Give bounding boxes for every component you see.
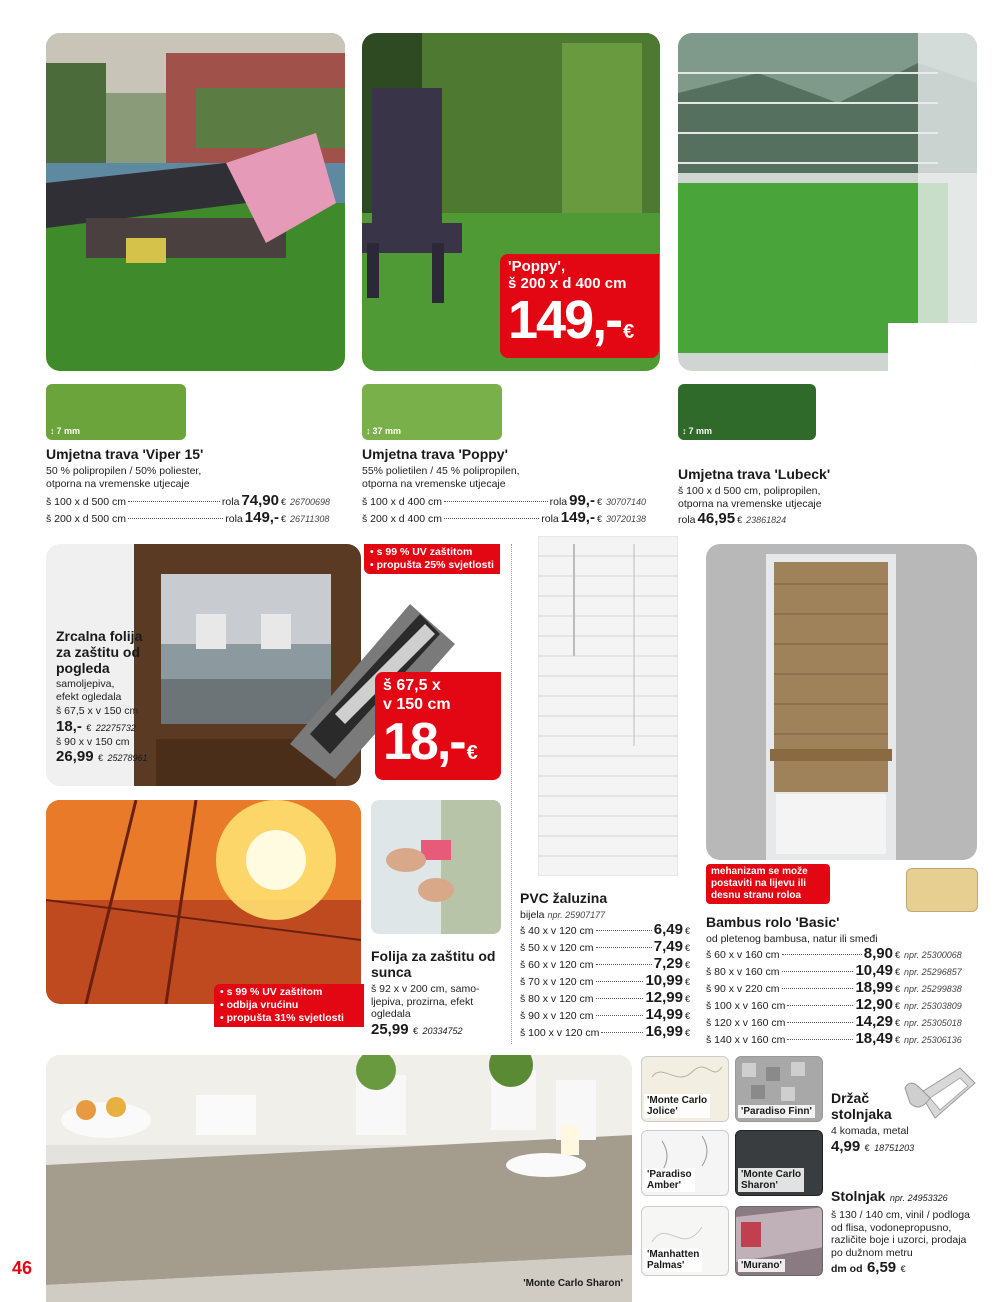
swatch-4-label-2: Sharon' bbox=[741, 1180, 778, 1191]
height-arrow-icon: ↕ bbox=[366, 426, 371, 436]
bamboo-block bbox=[706, 914, 978, 1048]
bamboo-natural-swatch bbox=[906, 868, 978, 912]
mirror-film-art-2: 25278961 bbox=[107, 753, 148, 763]
sun-film-bullet-2-text: odbija vrućinu bbox=[226, 999, 299, 1011]
price-value: 14,29 bbox=[855, 1012, 893, 1030]
swatch-label bbox=[644, 1248, 702, 1272]
price-currency: € bbox=[894, 1017, 900, 1028]
price-value: 10,99 bbox=[645, 971, 683, 989]
mirror-film-price-1: 18,- bbox=[56, 717, 82, 735]
mirror-film-bullets bbox=[364, 544, 500, 574]
price-currency: € bbox=[894, 949, 900, 960]
tablecloth-block bbox=[831, 1188, 991, 1277]
swatch-5-label-1: 'Manhatten bbox=[647, 1249, 700, 1260]
price-value: 10,49 bbox=[855, 961, 893, 979]
article-number: npr. 25305018 bbox=[904, 1017, 962, 1028]
swatch-label bbox=[644, 1094, 710, 1118]
dotted-leader bbox=[782, 971, 854, 972]
mirror-film-bullet-2: • propušta 25% svjetlosti bbox=[370, 559, 494, 571]
poppy-row2-cur: € bbox=[596, 514, 602, 524]
price-value: 16,99 bbox=[645, 1022, 683, 1040]
cloth-desc-4: po dužnom metru bbox=[831, 1246, 913, 1259]
lubeck-art: 23861824 bbox=[746, 515, 787, 525]
holder-price: 4,99 bbox=[831, 1137, 861, 1155]
tablecloth-photo-caption: 'Monte Carlo Sharon' bbox=[523, 1278, 623, 1289]
dotted-leader bbox=[787, 1039, 853, 1040]
price-currency: € bbox=[684, 942, 690, 953]
viper-desc-1: 50 % polipropilen / 50% poliester, bbox=[46, 465, 202, 477]
sun-film-bullet-3-text: propušta 31% svjetlosti bbox=[226, 1012, 344, 1024]
mirror-film-bullet-1: • s 99 % UV zaštitom bbox=[370, 546, 473, 558]
viper-row1-unit: rola bbox=[221, 496, 240, 508]
cloth-desc-2: od flisa, vodonepropusno, bbox=[831, 1221, 952, 1234]
price-value: 18,99 bbox=[855, 978, 893, 996]
sun-film-desc-2: ljepiva, prozirna, efekt bbox=[371, 995, 474, 1008]
mirror-film-bullet-2-text: propušta 25% svjetlosti bbox=[376, 559, 494, 571]
sun-film-apply-photo bbox=[371, 800, 501, 934]
swatch-monte-carlo-jolice[interactable] bbox=[641, 1056, 729, 1122]
price-value: 14,99 bbox=[645, 1005, 683, 1023]
sun-film-title-2: sunca bbox=[371, 964, 412, 980]
swatch-3-label-1: 'Paradiso bbox=[647, 1169, 692, 1180]
poppy-row1-size: š 100 x d 400 cm bbox=[362, 496, 442, 508]
poppy-row1-cur: € bbox=[596, 497, 602, 507]
pvc-blind-subtitle bbox=[520, 909, 690, 922]
price-row bbox=[520, 939, 690, 956]
dotted-leader bbox=[596, 1015, 644, 1016]
price-currency: € bbox=[684, 993, 690, 1004]
lubeck-unit: rola bbox=[678, 514, 696, 526]
mirror-film-title-2: za zaštitu od bbox=[56, 644, 141, 660]
dotted-leader bbox=[782, 954, 862, 955]
poppy-sample-mm: 37 mm bbox=[372, 426, 402, 436]
mirror-film-price-badge bbox=[375, 672, 501, 780]
article-number: npr. 25306136 bbox=[904, 1034, 962, 1045]
bamboo-badge-line2: postaviti na lijevu ili bbox=[711, 878, 807, 889]
dotted-leader bbox=[596, 964, 652, 965]
sun-film-cur: € bbox=[413, 1025, 419, 1036]
mirror-film-bullet-1-text: s 99 % UV zaštitom bbox=[376, 546, 473, 558]
price-currency: € bbox=[894, 966, 900, 977]
lubeck-desc-1: š 100 x d 500 cm, polipropilen, bbox=[678, 485, 821, 497]
dotted-leader bbox=[782, 988, 854, 989]
swatch-4-label-1: 'Monte Carlo bbox=[741, 1169, 802, 1180]
sun-film-art: 20334752 bbox=[422, 1025, 463, 1036]
size-text: š 40 x v 120 cm bbox=[520, 924, 594, 937]
price-row bbox=[706, 963, 978, 980]
bamboo-badge-line1: mehanizam se može bbox=[711, 866, 808, 877]
pvc-blind-photo bbox=[538, 536, 678, 876]
article-number: npr. 25299838 bbox=[904, 983, 962, 994]
swatch-2-label-1: 'Paradiso Finn' bbox=[741, 1106, 812, 1117]
viper-row1-cur: € bbox=[280, 497, 286, 507]
price-currency: € bbox=[894, 983, 900, 994]
bamboo-roller-photo bbox=[706, 544, 977, 860]
sun-film-photo bbox=[46, 800, 361, 1004]
size-text: š 140 x v 160 cm bbox=[706, 1033, 786, 1046]
price-value: 6,49 bbox=[653, 920, 683, 938]
mirror-film-size-2: š 90 x v 150 cm bbox=[56, 735, 130, 748]
holder-cur: € bbox=[864, 1142, 870, 1153]
price-row bbox=[706, 946, 978, 963]
viper-sample-mm: 7 mm bbox=[56, 426, 81, 436]
price-value: 8,90 bbox=[863, 944, 893, 962]
viper-title: Umjetna trava 'Viper 15' bbox=[46, 446, 204, 462]
swatch-murano[interactable] bbox=[735, 1206, 823, 1276]
poppy-badge-price: 149,- bbox=[508, 290, 622, 350]
mirror-badge-currency: € bbox=[466, 742, 478, 764]
cloth-price: 6,59 bbox=[866, 1259, 897, 1276]
article-number: npr. 25300068 bbox=[904, 949, 962, 960]
price-currency: € bbox=[894, 1034, 900, 1045]
swatch-1-label-2: Jolice' bbox=[647, 1106, 678, 1117]
size-text: š 90 x v 220 cm bbox=[706, 982, 780, 995]
size-text: š 120 x v 160 cm bbox=[706, 1016, 786, 1029]
viper-price-row-1 bbox=[46, 493, 346, 510]
sun-film-bullet-1-text: s 99 % UV zaštitom bbox=[226, 986, 323, 998]
price-row bbox=[706, 1031, 978, 1048]
height-arrow-icon: ↕ bbox=[50, 426, 55, 436]
size-text: š 80 x v 160 cm bbox=[706, 965, 780, 978]
poppy-price-row-1 bbox=[362, 493, 662, 510]
mirror-film-desc-2: efekt ogledala bbox=[56, 690, 122, 703]
poppy-price-row-2 bbox=[362, 510, 662, 527]
dotted-leader bbox=[596, 947, 652, 948]
swatch-manhatten-palmas[interactable] bbox=[641, 1206, 729, 1276]
price-currency: € bbox=[684, 959, 690, 970]
poppy-row2-size: š 200 x d 400 cm bbox=[362, 513, 442, 525]
mirror-film-art-1: 22275732 bbox=[95, 722, 136, 733]
holder-title-2: stolnjaka bbox=[831, 1106, 892, 1122]
dotted-leader bbox=[596, 930, 652, 931]
price-value: 7,49 bbox=[653, 937, 683, 955]
sun-film-desc-1: š 92 x v 200 cm, samo- bbox=[371, 983, 480, 995]
swatch-label bbox=[738, 1105, 815, 1118]
cloth-art: npr. 24953326 bbox=[889, 1193, 948, 1203]
swatch-6-label-1: 'Murano' bbox=[741, 1260, 782, 1271]
viper-row1-size: š 100 x d 500 cm bbox=[46, 496, 126, 508]
price-currency: € bbox=[684, 976, 690, 987]
poppy-desc-1: 55% polietilen / 45 % polipropilen, bbox=[362, 465, 520, 477]
pvc-blind-art: npr. 25907177 bbox=[547, 910, 606, 920]
viper-row1-price: 74,90 bbox=[241, 492, 279, 509]
lubeck-sample-mm: 7 mm bbox=[688, 426, 713, 436]
holder-desc: 4 komada, metal bbox=[831, 1125, 909, 1137]
mirror-film-title-3: pogleda bbox=[56, 660, 110, 676]
viper-desc-2: otporna na vremenske utjecaje bbox=[46, 477, 190, 490]
swatch-monte-carlo-sharon[interactable] bbox=[735, 1130, 823, 1196]
swatch-1-label-1: 'Monte Carlo bbox=[647, 1095, 708, 1106]
holder-art: 18751203 bbox=[874, 1142, 915, 1153]
price-row bbox=[520, 922, 690, 939]
poppy-row1-price: 99,- bbox=[569, 492, 595, 509]
bamboo-desc: od pletenog bambusa, natur ili smeđi bbox=[706, 933, 878, 945]
poppy-row1-art: 30707140 bbox=[606, 497, 647, 507]
lubeck-grass-sample bbox=[678, 384, 816, 440]
lubeck-desc-2: otporna na vremenske utjecaje bbox=[678, 497, 822, 510]
mirror-badge-line2: v 150 cm bbox=[383, 696, 451, 713]
tablecloth-holder-block bbox=[831, 1090, 981, 1156]
viper-row1-art: 26700698 bbox=[290, 497, 331, 507]
bamboo-mechanism-badge bbox=[706, 864, 830, 904]
bamboo-badge-line3: desnu stranu roloa bbox=[711, 890, 802, 901]
cloth-title: Stolnjak bbox=[831, 1188, 886, 1204]
mirror-film-cur-2: € bbox=[98, 753, 104, 763]
tablecloth-photo bbox=[46, 1055, 632, 1302]
size-text: š 70 x v 120 cm bbox=[520, 975, 594, 988]
sun-film-desc-3: ogledala bbox=[371, 1008, 411, 1020]
price-row bbox=[520, 1007, 690, 1024]
viper-row2-price: 149,- bbox=[244, 509, 279, 526]
swatch-5-label-2: Palmas' bbox=[647, 1260, 685, 1271]
mirror-film-size-1: š 67,5 x v 150 cm bbox=[56, 705, 139, 717]
poppy-badge-line1: 'Poppy', bbox=[508, 258, 566, 275]
viper-row2-art: 26711308 bbox=[290, 514, 330, 524]
poppy-price-badge bbox=[500, 254, 659, 358]
cloth-prefix: dm od bbox=[831, 1263, 863, 1275]
mirror-badge-price: 18,- bbox=[383, 713, 465, 771]
mirror-film-desc-1: samoljepiva, bbox=[56, 678, 115, 690]
price-row bbox=[706, 1014, 978, 1031]
lubeck-price: 46,95 bbox=[697, 510, 736, 527]
pvc-blind-block bbox=[520, 890, 690, 1041]
swatch-label bbox=[738, 1259, 785, 1272]
lubeck-price-row bbox=[678, 511, 978, 528]
viper-row2-cur: € bbox=[280, 514, 286, 524]
price-row bbox=[520, 956, 690, 973]
poppy-row1-unit: rola bbox=[549, 496, 568, 508]
viper-price-row-2 bbox=[46, 510, 346, 527]
article-number: npr. 25303809 bbox=[904, 1000, 962, 1011]
dotted-leader bbox=[601, 1032, 643, 1033]
price-currency: € bbox=[684, 925, 690, 936]
price-value: 7,29 bbox=[653, 954, 683, 972]
price-row bbox=[706, 980, 978, 997]
cloth-cur: € bbox=[900, 1264, 906, 1274]
viper-grass-photo bbox=[46, 33, 345, 371]
poppy-product-block bbox=[362, 446, 662, 527]
lubeck-cur: € bbox=[737, 515, 743, 525]
swatch-paradiso-finn[interactable] bbox=[735, 1056, 823, 1122]
price-row bbox=[520, 990, 690, 1007]
poppy-title: Umjetna trava 'Poppy' bbox=[362, 446, 508, 462]
poppy-grass-sample bbox=[362, 384, 502, 440]
lubeck-title: Umjetna trava 'Lubeck' bbox=[678, 466, 831, 482]
cloth-desc-3: različite boje i uzorci, prodaja bbox=[831, 1234, 967, 1246]
dotted-leader bbox=[787, 1005, 853, 1006]
pvc-blind-color: bijela bbox=[520, 909, 545, 921]
sun-film-bullets bbox=[214, 984, 364, 1027]
pvc-blind-price-list bbox=[520, 922, 690, 1041]
mirror-film-text bbox=[56, 628, 176, 766]
pvc-blind-title: PVC žaluzina bbox=[520, 890, 608, 906]
viper-product-block bbox=[46, 446, 346, 527]
mirror-film-title-1: Zrcalna folija bbox=[56, 628, 143, 644]
price-currency: € bbox=[894, 1000, 900, 1011]
dotted-leader bbox=[787, 1022, 853, 1023]
price-value: 12,90 bbox=[855, 995, 893, 1013]
size-text: š 60 x v 120 cm bbox=[520, 958, 594, 971]
swatch-paradiso-amber[interactable] bbox=[641, 1130, 729, 1196]
poppy-row2-art: 30720138 bbox=[606, 514, 647, 524]
poppy-desc-2: otporna na vremenske utjecaje bbox=[362, 477, 506, 490]
article-number: npr. 25296857 bbox=[904, 966, 962, 977]
sun-film-title-1: Folija za zaštitu od bbox=[371, 948, 496, 964]
poppy-badge-line2: š 200 x d 400 cm bbox=[508, 275, 627, 292]
mirror-film-cur-1: € bbox=[86, 722, 92, 733]
bamboo-price-list bbox=[706, 946, 978, 1048]
dotted-leader bbox=[596, 981, 644, 982]
viper-row2-size: š 200 x d 500 cm bbox=[46, 513, 126, 525]
swatch-label bbox=[738, 1168, 804, 1192]
dotted-leader bbox=[596, 998, 644, 999]
poppy-row2-price: 149,- bbox=[560, 509, 595, 526]
height-arrow-icon: ↕ bbox=[682, 426, 687, 436]
price-currency: € bbox=[684, 1027, 690, 1038]
price-value: 12,99 bbox=[645, 988, 683, 1006]
price-row bbox=[520, 1024, 690, 1041]
column-divider bbox=[511, 544, 512, 1044]
viper-grass-sample bbox=[46, 384, 186, 440]
mirror-film-price-2: 26,99 bbox=[56, 748, 94, 765]
size-text: š 100 x v 160 cm bbox=[706, 999, 786, 1012]
lubeck-grass-photo bbox=[678, 33, 977, 371]
poppy-badge-currency: € bbox=[623, 321, 635, 343]
sun-film-text bbox=[371, 948, 506, 1039]
sun-film-bullet-2: • odbija vrućinu bbox=[220, 999, 299, 1011]
price-row bbox=[706, 997, 978, 1014]
swatch-3-label-2: Amber' bbox=[647, 1180, 682, 1191]
size-text: š 50 x v 120 cm bbox=[520, 941, 594, 954]
swatch-label bbox=[644, 1168, 695, 1192]
viper-row2-unit: rola bbox=[225, 513, 243, 525]
sun-film-bullet-1: • s 99 % UV zaštitom bbox=[220, 986, 323, 998]
price-row bbox=[520, 973, 690, 990]
poppy-row2-unit: rola bbox=[541, 513, 559, 525]
size-text: š 60 x v 160 cm bbox=[706, 948, 780, 961]
cloth-desc-1: š 130 / 140 cm, vinil / podloga bbox=[831, 1209, 970, 1221]
size-text: š 90 x v 120 cm bbox=[520, 1009, 594, 1022]
holder-title-1: Držač bbox=[831, 1090, 870, 1106]
sun-film-bullet-3: • propušta 31% svjetlosti bbox=[220, 1012, 344, 1024]
page-number: 46 bbox=[12, 1258, 33, 1278]
size-text: š 80 x v 120 cm bbox=[520, 992, 594, 1005]
mirror-badge-line1: š 67,5 x bbox=[383, 677, 441, 694]
sun-film-price: 25,99 bbox=[371, 1020, 409, 1038]
price-value: 18,49 bbox=[855, 1029, 893, 1047]
size-text: š 100 x v 120 cm bbox=[520, 1026, 600, 1039]
lubeck-product-block bbox=[678, 466, 978, 528]
price-currency: € bbox=[684, 1010, 690, 1021]
bamboo-title: Bambus rolo 'Basic' bbox=[706, 914, 840, 930]
